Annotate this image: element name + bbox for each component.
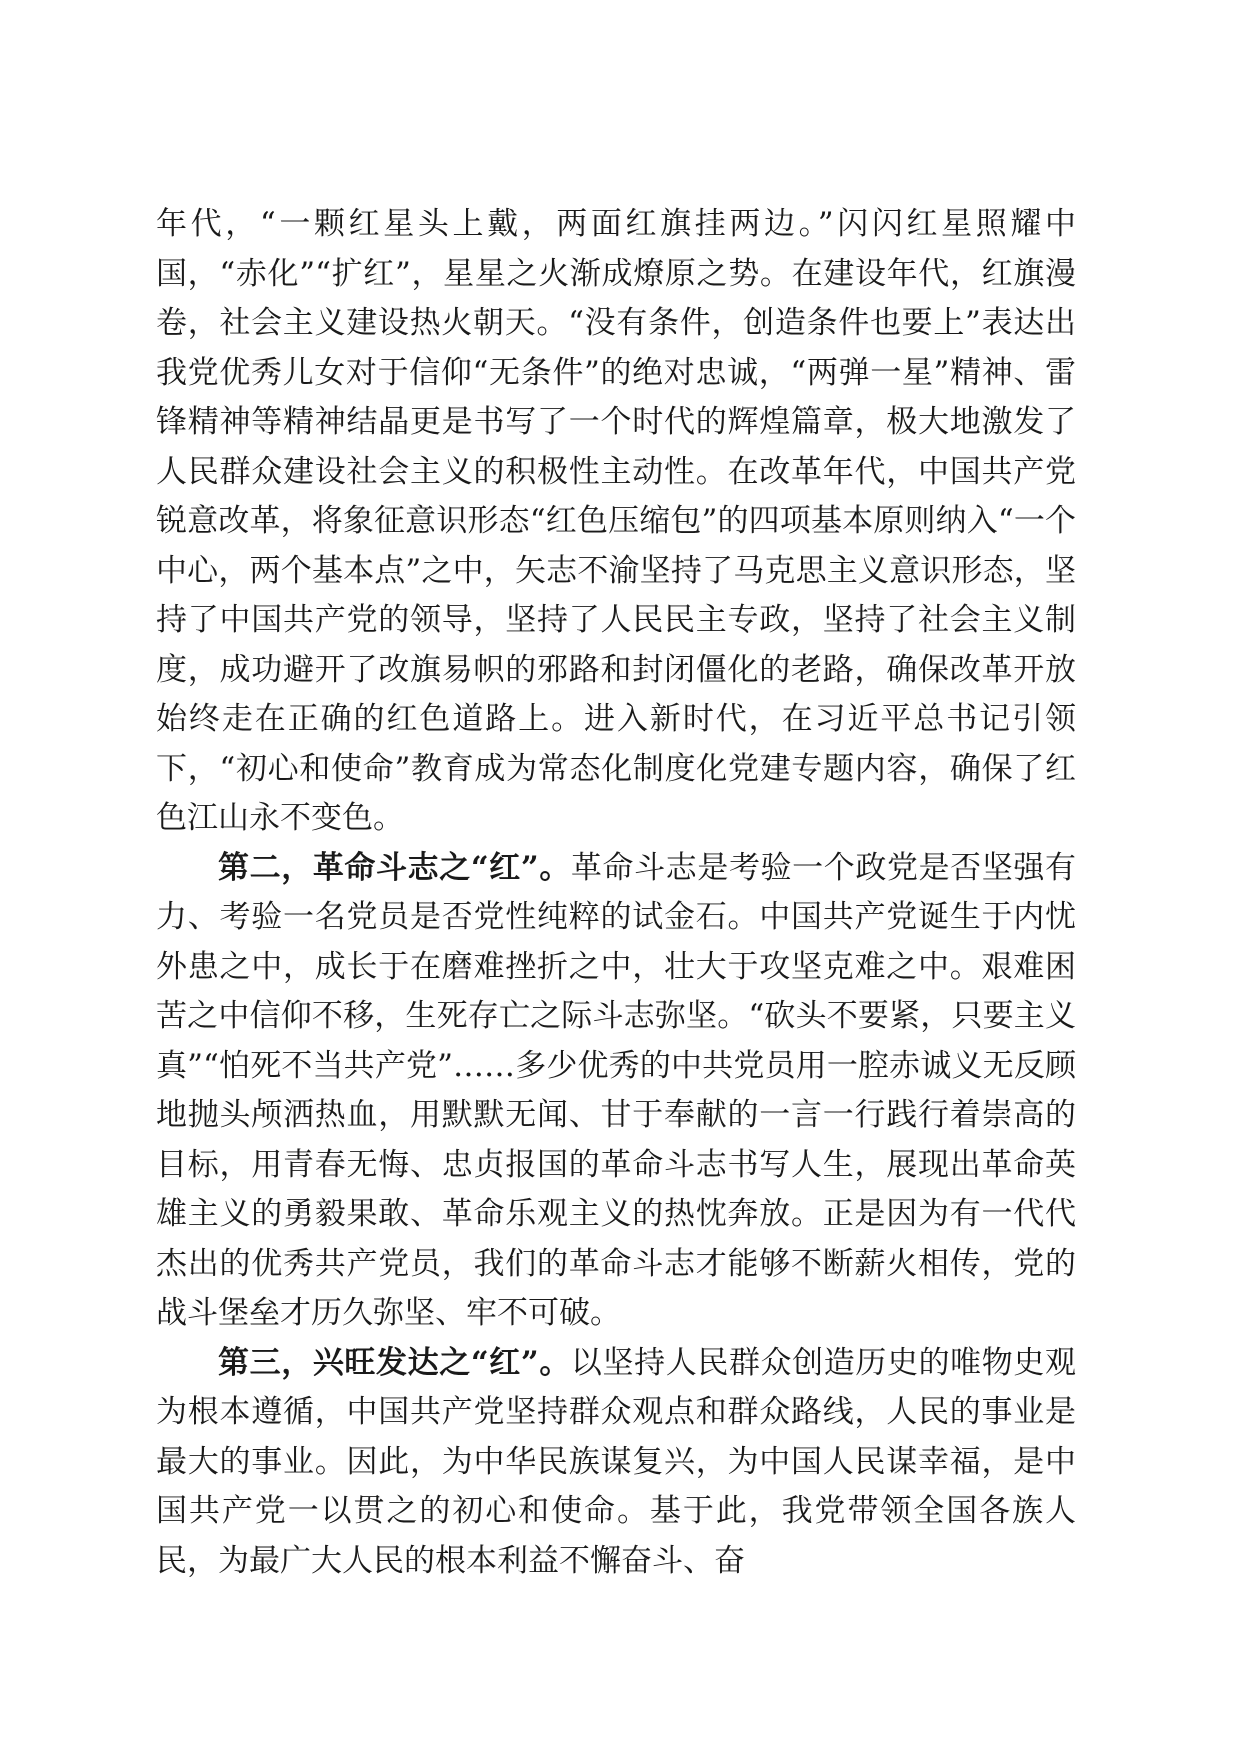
paragraph-prosperity [156,1339,1076,1587]
paragraph-continued [156,200,1076,844]
paragraph-3-heading: 第三，兴旺发达之“红”。 [218,1344,571,1381]
paragraph-2-heading: 第二，革命斗志之“红”。 [218,849,571,886]
paragraph-1-text: 年代，“一颗红星头上戴，两面红旗挂两边。”闪闪红星照耀中国，“赤化”“扩红”，星星之火渐成燎原之势。在建设年代，红旗漫卷，社会主义建设热火朝天。“没有条件，创造条件也要上”表达出我党优秀儿女对于信仰“无条件”的绝对忠诚，“两弹一星”精神、雷锋精神等精神结晶更是书写了一个时代的辉煌篇章，极大地激发了人民群众建设社会主义的积极性主动性。在改革年代，中国共产党锐意改革，将象征意识形态“红色压缩包”的四项基本原则纳入“一个中心，两个基本点”之中，矢志不渝坚持了马克思主义意识形态，坚持了中国共产党的领导，坚持了人民民主专政，坚持了社会主义制度，成功避开了改旗易帜的邪路和封闭僵化的老路，确保改革开放始终走在正确的红色道路上。进入新时代，在习近平总书记引领下，“初心和使命”教育成为常态化制度化党建专题内容，确保了红色江山永不变色。 [156,206,1076,836]
paragraph-revolutionary-spirit [156,844,1076,1339]
body-text [156,200,1076,1586]
paragraph-2-text: 革命斗志是考验一个政党是否坚强有力、考验一名党员是否党性纯粹的试金石。中国共产党诞生于内忧外患之中，成长于在磨难挫折之中，壮大于攻坚克难之中。艰难困苦之中信仰不移，生死存亡之际斗志弥坚。“砍头不要紧，只要主义真”“怕死不当共产党”……多少优秀的中共党员用一腔赤诚义无反顾地抛头颅洒热血，用默默无闻、甘于奉献的一言一行践行着崇高的目标，用青春无悔、忠贞报国的革命斗志书写人生，展现出革命英雄主义的勇毅果敢、革命乐观主义的热忱奔放。正是因为有一代代杰出的优秀共产党员，我们的革命斗志才能够不断薪火相传，党的战斗堡垒才历久弥坚、牢不可破。 [156,849,1076,1331]
paragraph-3-text: 以坚持人民群众创造历史的唯物史观为根本遵循，中国共产党坚持群众观点和群众路线，人民的事业是最大的事业。因此，为中华民族谋复兴，为中国人民谋幸福，是中国共产党一以贯之的初心和使命。基于此，我党带领全国各族人民，为最广大人民的根本利益不懈奋斗、奋 [156,1344,1076,1579]
